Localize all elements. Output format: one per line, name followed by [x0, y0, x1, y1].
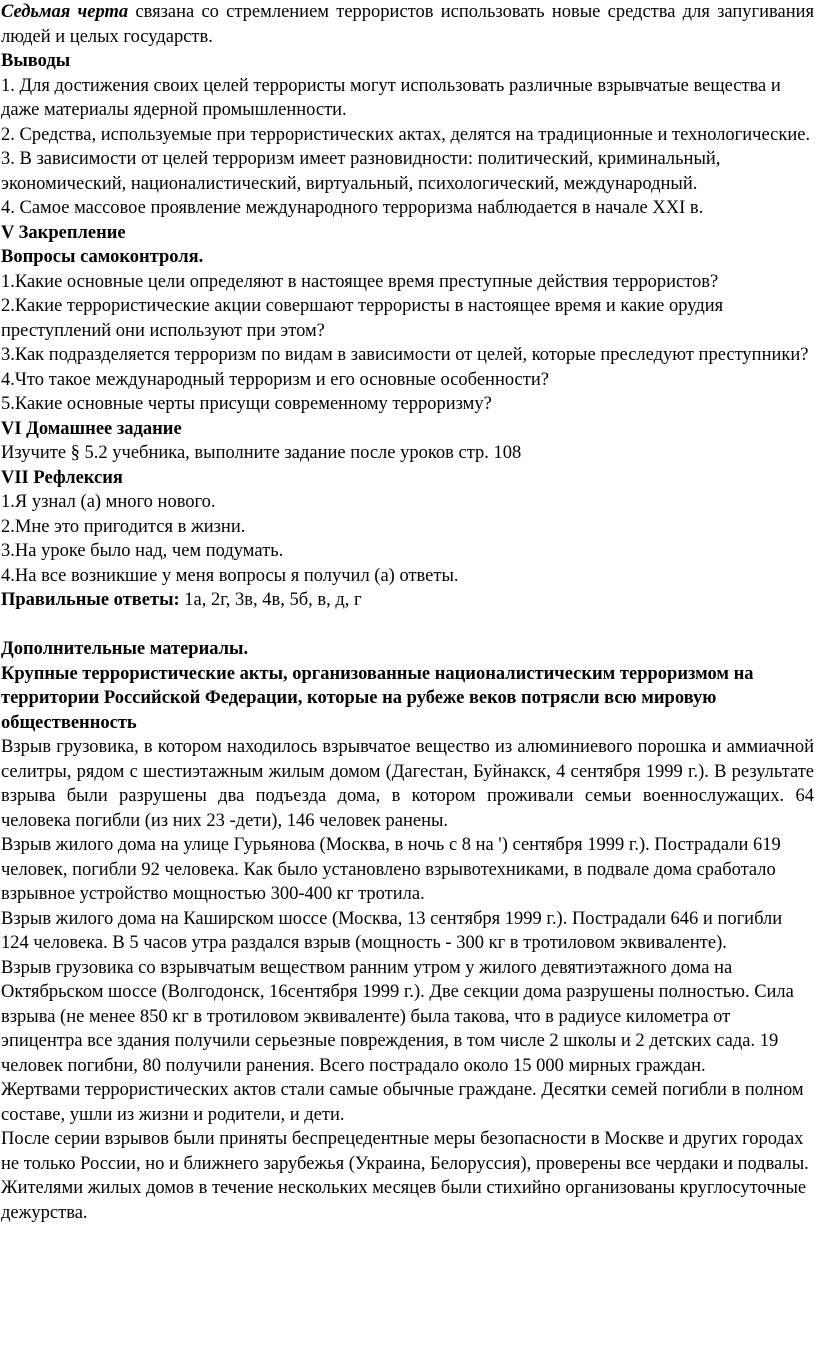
conclusion-item: 1. Для достижения своих целей террористы могут использовать различные взрывчатые вещества и даже материалы ядерной промышленности. — [1, 75, 781, 120]
conclusion-item: 4. Самое массовое проявление международного терроризма наблюдается в начале XXI в. — [1, 198, 704, 218]
reflection-item: 1.Я узнал (а) много нового. — [1, 492, 216, 512]
answers-text: 1а, 2г, 3в, 4в, 5б, в, д, г — [179, 590, 362, 610]
reflection-item: 4.На все возникшие у меня вопросы я получил (а) ответы. — [1, 565, 459, 586]
intro-lead: Седьмая черта — [1, 2, 129, 22]
reflection-heading: VII Рефлексия — [1, 467, 123, 488]
intro-text: связана со стремлением террористов использовать новые средства для запугивания людей и целых государств. — [1, 2, 815, 47]
question-item: 1.Какие основные цели определяют в настоящее время преступные действия террористов? — [1, 271, 719, 292]
event-paragraph: Взрыв жилого дома на улице Гурьянова (Москва, в ночь с 8 на ') сентября 1999 г.). Пострадали 619 человек, погибли 92 человека. Как было установлено взрывотехниками, в подвале дома сработало взрывное устройство мощностью 300-400 кг тротила. — [1, 835, 781, 904]
question-item: 5.Какие основные черты присущи современному терроризму? — [1, 394, 492, 414]
spacer — [1, 613, 814, 638]
answers-line — [1, 588, 814, 613]
consolidation-heading: V Закрепление — [1, 222, 126, 243]
reflection-item: 2.Мне это пригодится в жизни. — [1, 516, 246, 537]
homework-heading: VI Домашнее задание — [1, 418, 182, 439]
conclusions-heading: Выводы — [1, 51, 71, 71]
event-paragraph: Взрыв грузовика, в котором находилось взрывчатое вещество из алюминиевого порошка и аммиачной селитры, рядом с шестиэтажным жилым домом (Дагестан, Буйнакск, 4 сентября 1999 г.). В результате взрыва были разрушены два подъезда дома, в котором проживали семьи военнослужащих. 64 человека погибли (из них 23 -дети), 146 человек ранены. — [1, 737, 814, 831]
question-item: 4.Что такое международный терроризм и его основные особенности? — [1, 369, 549, 390]
reflection-item: 3.На уроке было над, чем подумать. — [1, 541, 284, 561]
conclusion-item: 3. В зависимости от целей терроризм имеет разновидности: политический, криминальный, экономический, националистический, виртуальный, психологический, международный. — [1, 149, 721, 194]
question-item: 2.Какие террористические акции совершают террористы в настоящее время и какие орудия преступлений они используют при этом? — [1, 296, 724, 341]
answers-label: Правильные ответы: — [1, 590, 180, 610]
event-paragraph: После серии взрывов были приняты беспрецедентные меры безопасности в Москве и других городах не только России, но и ближнего зарубежья (Украина, Белоруссия), проверены все чердаки и подвалы. — [1, 1129, 809, 1174]
event-paragraph: Жителями жилых домов в течение нескольких месяцев были стихийно организованы круглосуточные дежурства. — [1, 1178, 807, 1223]
conclusion-item: 2. Средства, используемые при террористических актах, делятся на традиционные и технологические. — [1, 124, 811, 145]
homework-text: Изучите § 5.2 учебника, выполните задание после уроков стр. 108 — [1, 443, 522, 463]
intro-paragraph — [1, 0, 814, 49]
question-item: 3.Как подразделяется терроризм по видам в зависимости от целей, которые преследуют преступники? — [1, 345, 809, 365]
event-paragraph: Взрыв жилого дома на Каширском шоссе (Москва, 13 сентября 1999 г.). Пострадали 646 и погибли 124 человека. В 5 часов утра раздался взрыв (мощность - 300 кг в тротиловом эквиваленте). — [1, 908, 783, 953]
event-paragraph: Жертвами террористических актов стали самые обычные граждане. Десятки семей погибли в полном составе, ушли из жизни и родители, и дети. — [1, 1080, 804, 1125]
self-control-heading: Вопросы самоконтроля. — [1, 247, 204, 267]
additional-heading: Дополнительные материалы. — [1, 639, 249, 659]
additional-subheading: Крупные террористические акты, организованные националистическим терроризмом на территории Российской Федерации, которые на рубеже веков потрясли всю мировую общественность — [1, 663, 754, 733]
event-paragraph: Взрыв грузовика со взрывчатым веществом ранним утром у жилого девятиэтажного дома на Октябрьском шоссе (Волгодонск, 16сентября 1999 г.). Две секции дома разрушены полностью. Сила взрыва (не менее 850 кг в тротиловом эквиваленте) была такова, что в радиусе километра от эпицентра все здания получили серьезные повреждения, в том числе 2 школы и 2 детских сада. 19 человек погибни, 80 получили ранения. Всего пострадало около 15 000 мирных граждан. — [1, 957, 794, 1076]
